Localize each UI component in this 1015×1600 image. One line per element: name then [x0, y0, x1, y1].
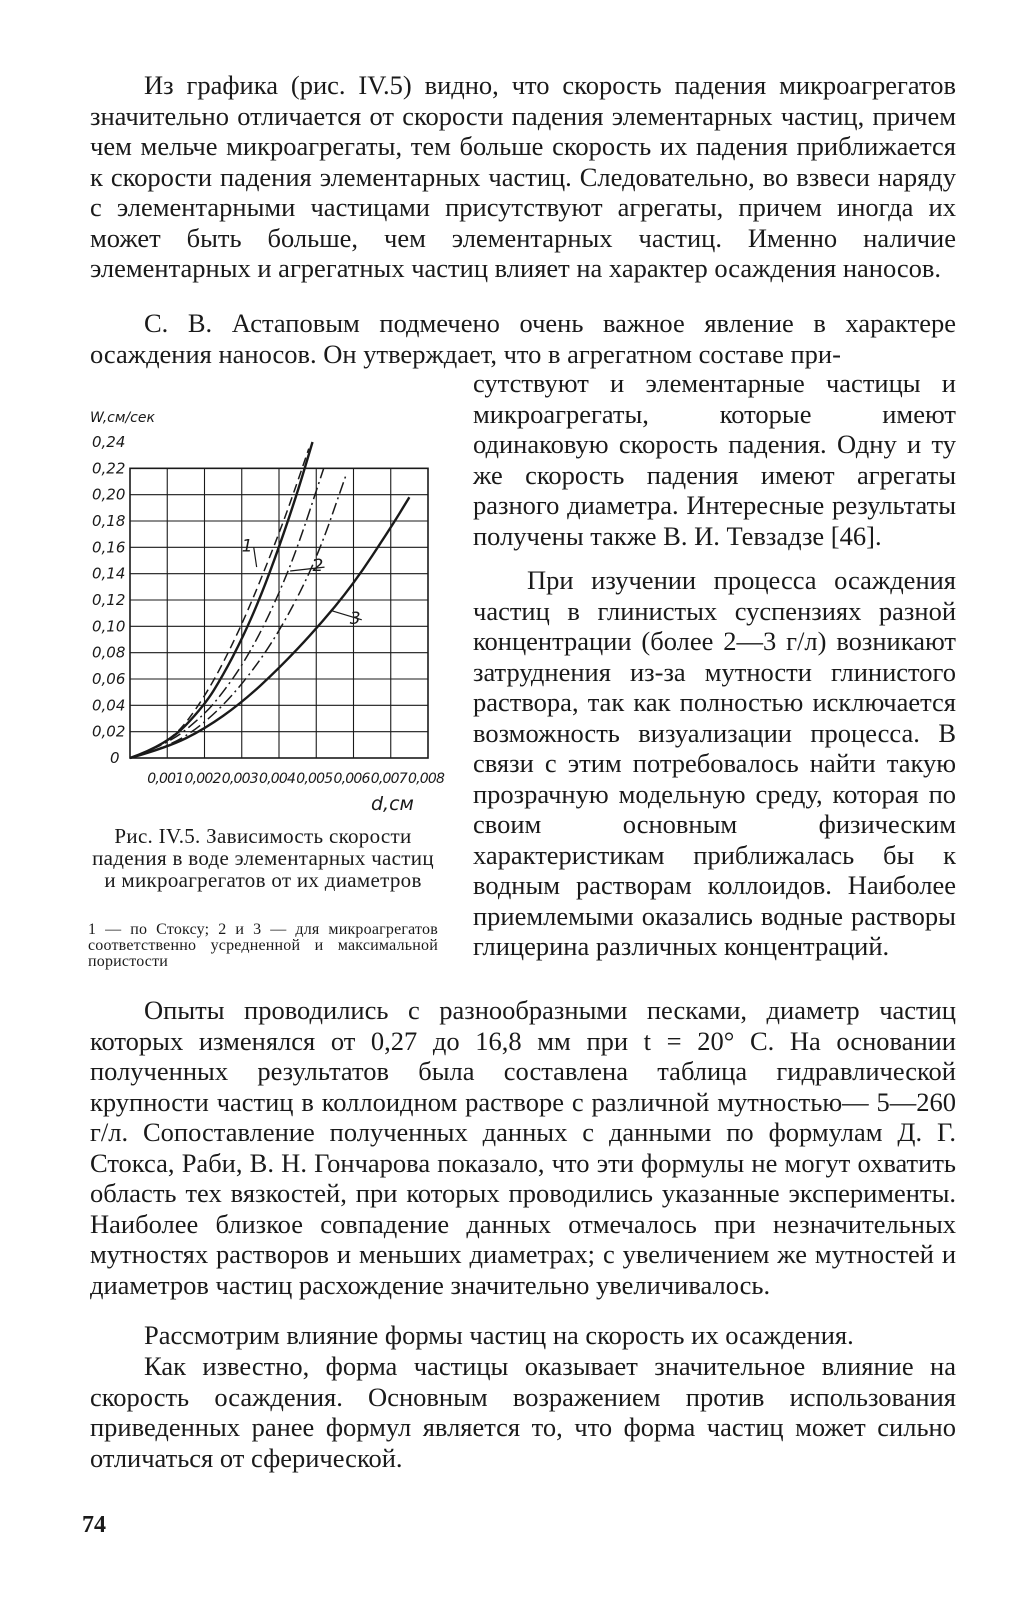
curve-label: 1 [241, 536, 253, 557]
chart-ticks [92, 433, 445, 787]
paragraph-7: Как известно, форма частицы оказывает значительное влияние на скорость осаждения. Основным возражением против использования приведенных ранее формул является то, что форма частиц может сильно отличаться от сферической. [90, 1351, 956, 1473]
series-line-3 [130, 497, 409, 758]
y-tick-label: 0,06 [92, 670, 126, 688]
curve-label: 2 [312, 556, 324, 577]
y-tick-label: 0,12 [92, 591, 126, 609]
chart-grid [130, 468, 428, 758]
x-tick-label: 0,006 [333, 771, 370, 787]
x-tick-label: 0,003 [221, 771, 258, 787]
page-number: 74 [82, 1512, 106, 1538]
y-tick-label: 0,10 [92, 617, 126, 636]
figure-caption: Рис. IV.5. Зависимость скорости падения в воде элементарных частиц и микроагрегатов от их диаметров [92, 824, 434, 892]
curve-label: 3 [349, 608, 361, 629]
x-tick-label: 0,008 [408, 771, 445, 787]
x-tick-label: 0,005 [296, 771, 333, 787]
y-tick-label: 0,16 [92, 538, 126, 557]
y-tick-label: 0,04 [92, 696, 126, 715]
x-tick-label: 0,007 [370, 771, 407, 787]
y-tick-label: 0,02 [92, 722, 126, 741]
y-tick-label: 0,14 [92, 564, 126, 583]
figure-legend: 1 — по Стоксу; 2 и 3 — для микроагрегатов соответственно усредненной и максимальной пористости [88, 921, 438, 970]
paragraph-4: При изучении процесса осаждения частиц в глинистых суспензиях разной концентрации (более 2—3 г/л) возникают затруднения из-за мутности глинистого раствора, так как полностью исключается возможность визуализации процесса. В связи с этим потребовалось найти такую прозрачную модельную среду, которая по своим основным физическим характеристикам приближалась бы к водным растворам коллоидов. Наиболее приемлемыми оказались водные растворы глицерина различных концентраций. [473, 565, 956, 961]
x-tick-label: 0,004 [259, 771, 296, 787]
series-line-aux-4 [130, 475, 346, 758]
velocity-diameter-chart [88, 400, 445, 815]
paragraph-3: сутствуют и элементарные частицы и микроагрегаты, которые имеют одинаковую скорость падения. Одну и ту же скорость падения имеют агрегаты разного диаметра. Интересные результаты получены также В. И. Тевзадзе [46]. [473, 368, 956, 551]
y-tick-label: 0,18 [92, 512, 126, 530]
paragraph-5: Опыты проводились с разнообразными песками, диаметр частиц которых изменялся от 0,27 до 16,8 мм при t = 20° С. На основании полученных результатов была составлена таблица гидравлической крупности частиц в коллоидном растворе с различной мутностью— 5—260 г/л. Сопоставление полученных данных с данными по формулам Д. Г. Стокса, Раби, В. Н. Гончарова показало, что эти формулы не могут охватить область тех вязкостей, при которых проводились указанные эксперименты. Наиболее близкое совпадение данных отмечалось при незначительных мутностях растворов и меньших диаметрах; с увеличением же мутностей и диаметров частиц расхождение значительно увеличивалось. [90, 995, 956, 1300]
y-tick-label: 0,22 [92, 459, 126, 478]
y-axis-label: W,см/сек [90, 410, 155, 426]
y-tick-label: 0 [110, 749, 120, 767]
paragraph-1: Из графика (рис. IV.5) видно, что скорость падения микроагрегатов значительно отличается от скорости падения элементарных частиц, причем чем мельче микроагрегаты, тем больше скорость их падения приближается к скорости падения элементарных частиц. Следовательно, во взвеси наряду с элементарными частицами присутствуют агрегаты, причем иногда их может быть больше, чем элементарных частиц. Именно наличие элементарных и агрегатных частиц влияет на характер осаждения наносов. [90, 70, 956, 283]
x-tick-label: 0,001 [147, 771, 184, 787]
curve-label-leader [254, 547, 257, 567]
y-tick-label: 0,20 [92, 485, 126, 504]
y-tick-label: 0,08 [92, 643, 126, 662]
x-axis-label: d,см [371, 793, 414, 815]
paragraph-2: С. В. Астаповым подмечено очень важное явление в характере осаждения наносов. Он утверждает, что в агрегатном составе при- [90, 308, 956, 369]
x-tick-label: 0,002 [184, 771, 221, 787]
paragraph-6: Рассмотрим влияние формы частиц на скорость их осаждения. [144, 1320, 854, 1350]
y-tick-label: 0,24 [92, 433, 126, 451]
